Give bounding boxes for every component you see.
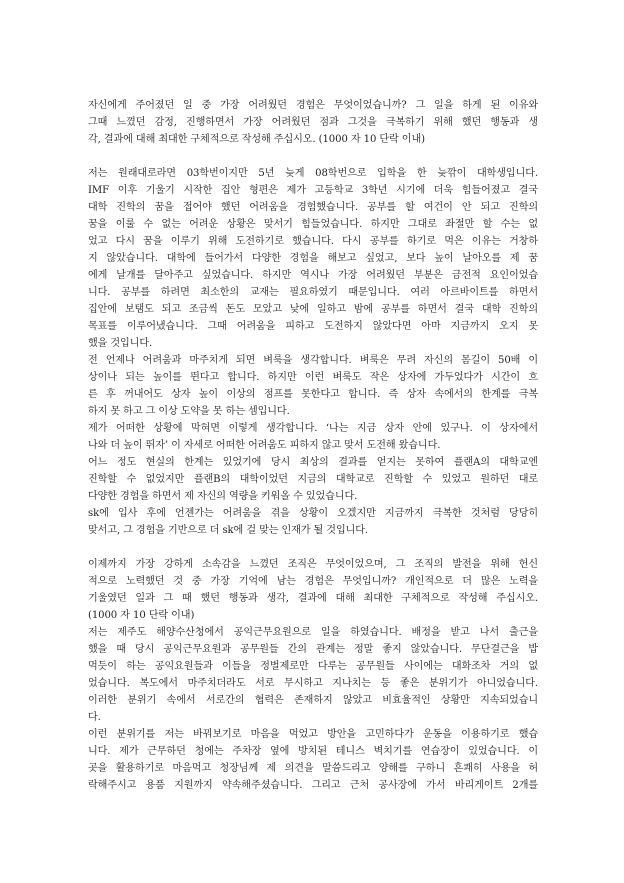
text-line: 꿈을 이룰 수 없는 어려운 상황은 맞서기 힘들었습니다. 하지만 그대로 좌절만 할 수는 없 — [88, 219, 538, 230]
question-1 — [88, 97, 538, 148]
text-line: 전 언제나 어려움과 마주치게 되면 벼룩을 생각합니다. 벼룩은 무려 자신의 몸길이 50배 이 — [88, 355, 538, 366]
question-2 — [88, 556, 538, 624]
text-line: 맞서고, 그 경험을 기반으로 더 sk에 걸 맞는 인재가 될 것입니다. — [88, 525, 369, 536]
text-line: 먹듯이 하는 공익요원들과 이들을 정벌제로만 다루는 공무원들 사이에는 대화조차 거의 없 — [88, 661, 538, 672]
text-line: 나와 더 높이 뛰자’ 이 자세로 어떠한 어려움도 피하지 않고 맞서 도전해 왔습니다. — [88, 440, 441, 451]
text-line: 적으로 노력했던 것 중 가장 기억에 남는 경험은 무엇입니까? 개인적으로 더 많은 노력을 — [88, 576, 538, 587]
text-line: (1000 자 10 단락 이내) — [88, 610, 195, 621]
text-line: sk에 입사 후에 언젠가는 어려움을 겪을 상황이 오겠지만 지금까지 극복한 것처럼 당당히 — [88, 508, 538, 519]
text-line: 었고 다시 꿈을 이루기 위해 도전하기로 했습니다. 다시 공부를 하기로 먹은 이유는 거창하 — [88, 236, 538, 247]
text-line: 지 않았습니다. 대학에 들어가서 다양한 경험을 해보고 싶었고, 보다 높이 날아오를 제 꿈 — [88, 253, 538, 264]
text-line: 저는 제주도 해양수산청에서 공익근무요원으로 일을 하였습니다. 배정을 받고 나서 출근을 — [88, 627, 538, 638]
text-line: 다. — [88, 712, 101, 723]
text-line: 제가 어떠한 상황에 막혀면 이렇게 생각합니다. ‘나는 지금 상자 안에 있구나. 이 상자에서 — [88, 423, 538, 434]
text-line: 이런 분위기를 저는 바꿔보기로 마음을 먹었고 방안을 고민하다가 운동을 이용하기로 했습 — [88, 729, 538, 740]
text-line: 했을 것입니다. — [88, 338, 153, 349]
text-line: 기울였던 일과 그 때 했던 행동과 생각, 결과에 대해 최대한 구체적으로 작성해 주십시오. — [88, 593, 538, 604]
text-line: 저는 원래대로라면 03학번이지만 5년 늦게 08학번으로 입학을 한 늦깎이 대학생입니다. — [88, 168, 538, 179]
text-line: 다양한 경험을 하면서 제 자신의 역량을 키워올 수 있었습니다. — [88, 491, 358, 502]
text-line: 이제까지 가장 강하게 소속감을 느꼈던 조직은 무엇이었으며, 그 조직의 발전을 위해 헌신 — [88, 559, 538, 570]
text-line: 집안에 보탬도 되고 조금씩 돈도 모았고 낮에 일하고 밤에 공부를 하면서 결국 대학 진학의 — [88, 304, 538, 315]
text-line: 이러한 분위기 속에서 서로간의 협력은 존재하지 않았고 비효율적인 상황만 지속되었습니 — [88, 695, 538, 706]
paragraph-gap — [88, 148, 538, 165]
text-line: 자신에게 주어졌던 일 중 가장 어려웠던 경험은 무엇이었습니까? 그 일을 하게 된 이유와 — [88, 100, 538, 111]
text-line: 었습니다. 복도에서 마주치더라도 서로 무시하고 지나치는 등 좋은 분위기가 아니었습니다. — [88, 678, 538, 689]
text-line: 니다. 제가 근무하던 청에는 주차장 옆에 방치된 테니스 벽치기를 연습장이 있었습니다. 이 — [88, 746, 538, 757]
text-line: 곳을 활용하기로 마음먹고 청장님께 제 의견을 말씀드리고 양해를 구하니 흔쾌히 사용을 허 — [88, 763, 538, 774]
answer-2 — [88, 624, 538, 794]
text-line: 대학 진학의 꿈을 접어야 했던 어려움을 경험했습니다. 공부를 할 여건이 안 되고 진학의 — [88, 202, 538, 213]
text-line: IMF 이후 기울기 시작한 집안 형편은 제가 고등학교 3학년 시기에 더욱 힘들어졌고 결국 — [88, 185, 538, 196]
paragraph-gap — [88, 539, 538, 556]
text-line: 어느 정도 현실의 한계는 있었기에 당시 최상의 결과를 얻지는 못하여 플랜A의 대학교엔 — [88, 457, 538, 468]
text-line: 진학할 수 없었지만 플랜B의 대학이었던 지금의 대학교로 진학할 수 있었고 원하던 대로 — [88, 474, 538, 485]
text-line: 른 후 꺼내어도 상자 높이 이상의 점프를 못한다고 합니다. 즉 상자 속에서의 한계를 극복 — [88, 389, 538, 400]
text-line: 목표를 이루어냈습니다. 그때 어려움을 피하고 도전하지 않았다면 아마 지금까지 오지 못 — [88, 321, 538, 332]
text-line: 니다. 공부를 하려면 최소한의 교재는 필요하였기 때문입니다. 여러 아르바이트를 하면서 — [88, 287, 538, 298]
text-line: 각, 결과에 대해 최대한 구체적으로 작성해 주십시오. (1000 자 10 단락 이내) — [88, 134, 425, 145]
text-line: 락해주시고 용품 지원까지 약속해주셨습니다. 그리고 근처 공사장에 가서 바리게이트 2개를 — [88, 780, 538, 791]
text-line: 상이나 되는 높이를 뛴다고 합니다. 하지만 이런 벼룩도 작은 상자에 가두었다가 시간이 흐 — [88, 372, 538, 383]
answer-1 — [88, 165, 538, 539]
text-line: 하지 못 하고 그 이상 도약을 못 하는 셈입니다. — [88, 406, 290, 417]
text-line: 에게 날개를 달아주고 싶었습니다. 하지만 역시나 가장 어려웠던 부분은 금전적 요인이었습 — [88, 270, 538, 281]
text-line: 그때 느꼈던 감정, 진행하면서 가장 어려웠던 점과 그것을 극복하기 위해 했던 행동과 생 — [88, 117, 538, 128]
text-line: 했을 때 당시 공익근무요원과 공무원들 간의 관계는 정말 좋지 않았습니다. 무단결근을 밥 — [88, 644, 538, 655]
document-page — [88, 97, 538, 794]
